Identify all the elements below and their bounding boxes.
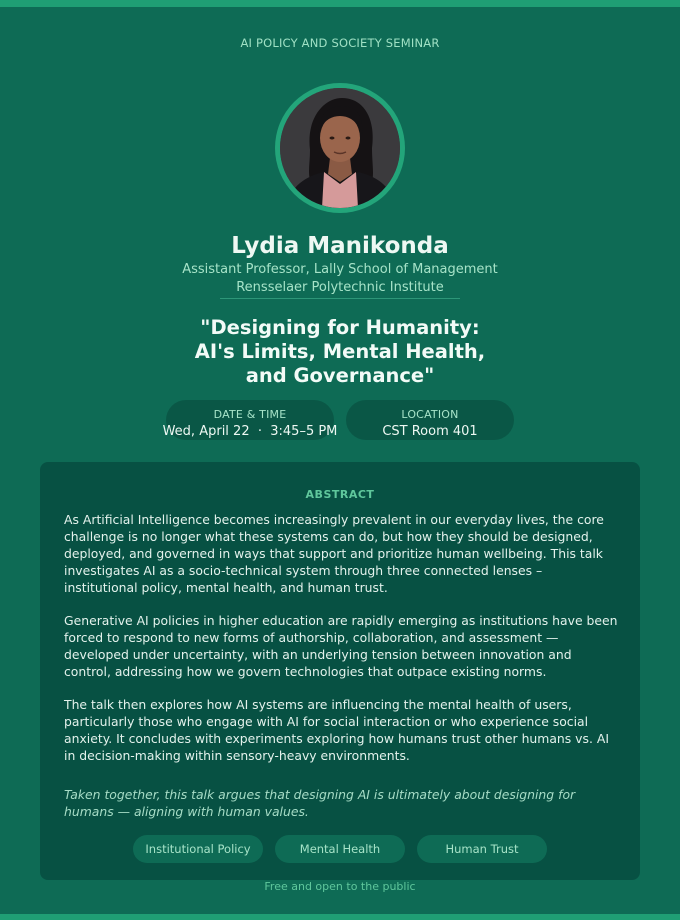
date-time-value: Wed, April 22 · 3:45–5 PM [162, 424, 338, 439]
speaker-portrait-image [280, 88, 400, 208]
tag-institutional-policy: Institutional Policy [133, 835, 263, 863]
tag-mental-health: Mental Health [275, 835, 405, 863]
abstract-paragraph: As Artificial Intelligence becomes increasingly prevalent in our everyday lives, the core challenge is no longer what these systems can do, but how they should be designed, deployed, and governed in ways that support and prioritize human wellbeing. This talk investigates AI as a socio-technical system through three connected lenses – institutional policy, mental health, and human trust. [64, 512, 604, 595]
abstract-paragraph: Generative AI policies in higher education are rapidly emerging as institutions have been forced to respond to new forms of authorship, collaboration, and assessment — developed under uncertainty, with an underlying tension between innovation and control, addressing how we govern technologies that outpace existing norms. [64, 613, 618, 679]
abstract-paragraph: The talk then explores how AI systems are influencing the mental health of users, particularly those who engage with AI for social interaction or who experience social anxiety. It concludes with experiments exploring how humans trust other humans vs. AI in decision-making within sensory-heavy environments. [64, 697, 609, 763]
abstract-heading: ABSTRACT [305, 488, 375, 501]
talk-title-line: and Governance" [245, 364, 435, 387]
top-accent-bar [0, 0, 680, 7]
seminar-series-title: AI POLICY AND SOCIETY SEMINAR [240, 36, 440, 50]
talk-title [140, 316, 540, 388]
location-label: LOCATION [401, 408, 459, 421]
talk-title-line: "Designing for Humanity: [200, 316, 480, 339]
speaker-photo-frame [275, 83, 405, 213]
header-divider [220, 298, 460, 299]
topic-tags [40, 835, 640, 863]
bottom-accent-bar [0, 914, 680, 920]
abstract-body [64, 511, 619, 836]
tag-human-trust: Human Trust [417, 835, 547, 863]
date-time-label: DATE & TIME [213, 408, 287, 421]
speaker-institution: Rensselaer Polytechnic Institute [236, 280, 444, 295]
location-pill [346, 400, 514, 440]
talk-title-line: AI's Limits, Mental Health, [194, 340, 486, 363]
speaker-photo [280, 88, 400, 208]
abstract-closing: Taken together, this talk argues that designing AI is ultimately about designing for humans — aligning with human values. [64, 787, 576, 819]
abstract-card [40, 462, 640, 880]
date-time-pill [162, 400, 338, 440]
speaker-position: Assistant Professor, Lally School of Management [182, 262, 498, 277]
footer-note: Free and open to the public [264, 880, 416, 893]
speaker-name: Lydia Manikonda [231, 233, 449, 259]
location-value: CST Room 401 [382, 424, 478, 439]
